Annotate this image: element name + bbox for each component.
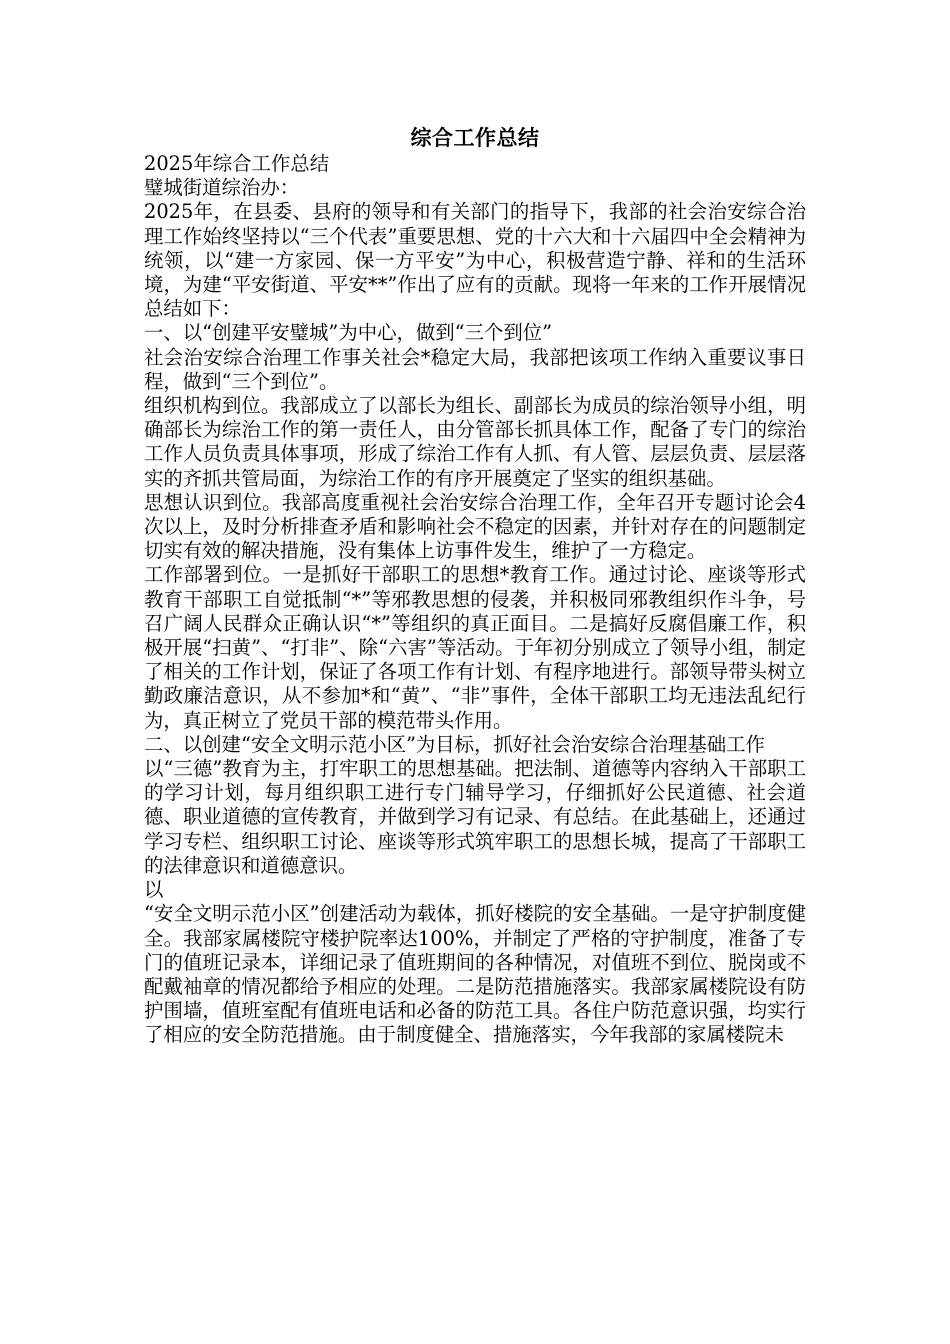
paragraph: 以“三德”教育为主，打牢职工的思想基础。把法制、道德等内容纳入干部职工的学习计划，每月组织职工进行专门辅导学习，仔细抓好公民道德、社会道德、职业道德的宣传教育，并做到学习有记录、有总结。在此基础上，还通过学习专栏、组织职工讨论、座谈等形式筑牢职工的思想长城，提高了干部职工的法律意识和道德意识。	[144, 757, 806, 877]
paragraph-intro: 2025年，在县委、县府的领导和有关部门的指导下，我部的社会治安综合治理工作始终坚持以“三个代表”重要思想、党的十六大和十六届四中全会精神为统领，以“建一方家园、保一方平安”为中心，积极营造宁静、祥和的生活环境，为建“平安街道、平安**”作出了应有的贡献。现将一年来的工作开展情况总结如下：	[144, 200, 806, 321]
paragraph-addressee: 璧城街道综治办：	[144, 176, 300, 200]
paragraph-subtitle: 2025年综合工作总结	[144, 152, 330, 175]
section-heading-1: 一、以“创建平安璧城”为中心，做到“三个到位”	[144, 321, 553, 345]
paragraph: “安全文明示范小区”创建活动为载体，抓好楼院的安全基础。一是守护制度健全。我部家属楼院守楼护院率达100%，并制定了严格的守护制度，准备了专门的值班记录本，详细记录了值班期间的各种情况，对值班不到位、脱岗或不配戴袖章的情况都给予相应的处理。二是防范措施落实。我部家属楼院设有防护围墙，值班室配有值班电话和必备的防范工具。各住户防范意识强，均实行了相应的安全防范措施。由于制度健全、措施落实，今年我部的家属楼院未	[144, 902, 806, 1047]
section-heading-2: 二、以创建“安全文明示范小区”为目标，抓好社会治安综合治理基础工作	[144, 732, 765, 756]
paragraph: 工作部署到位。一是抓好干部职工的思想*教育工作。通过讨论、座谈等形式教育干部职工自觉抵制“*”等邪教思想的侵袭，并积极同邪教组织作斗争，号召广阔人民群众正确认识“*”等组织的真正面目。二是搞好反腐倡廉工作，积极开展“扫黄”、“打非”、除“六害”等活动。于年初分别成立了领导小组，制定了相关的工作计划，保证了各项工作有计划、有程序地进行。部领导带头树立勤政廉洁意识，从不参加*和“黄”、“非”事件，全体干部职工均无违法乱纪行为，真正树立了党员干部的模范带头作用。	[144, 563, 806, 732]
document-body	[144, 152, 806, 1048]
paragraph: 思想认识到位。我部高度重视社会治安综合治理工作，全年召开专题讨论会4次以上，及时分析排查矛盾和影响社会不稳定的因素，并针对存在的问题制定切实有效的解决措施，没有集体上访事件发生，维护了一方稳定。	[144, 490, 806, 563]
document-title: 综合工作总结	[410, 125, 540, 150]
paragraph: 组织机构到位。我部成立了以部长为组长、副部长为成员的综治领导小组，明确部长为综治工作的第一责任人，由分管部长抓具体工作，配备了专门的综治工作人员负责具体事项，形成了综治工作有人抓、有人管、层层负责、层层落实的齐抓共管局面，为综治工作的有序开展奠定了坚实的组织基础。	[144, 394, 806, 490]
paragraph: 社会治安综合治理工作事关社会*稳定大局，我部把该项工作纳入重要议事日程，做到“三个到位”。	[144, 345, 806, 393]
paragraph: 以	[144, 878, 164, 902]
